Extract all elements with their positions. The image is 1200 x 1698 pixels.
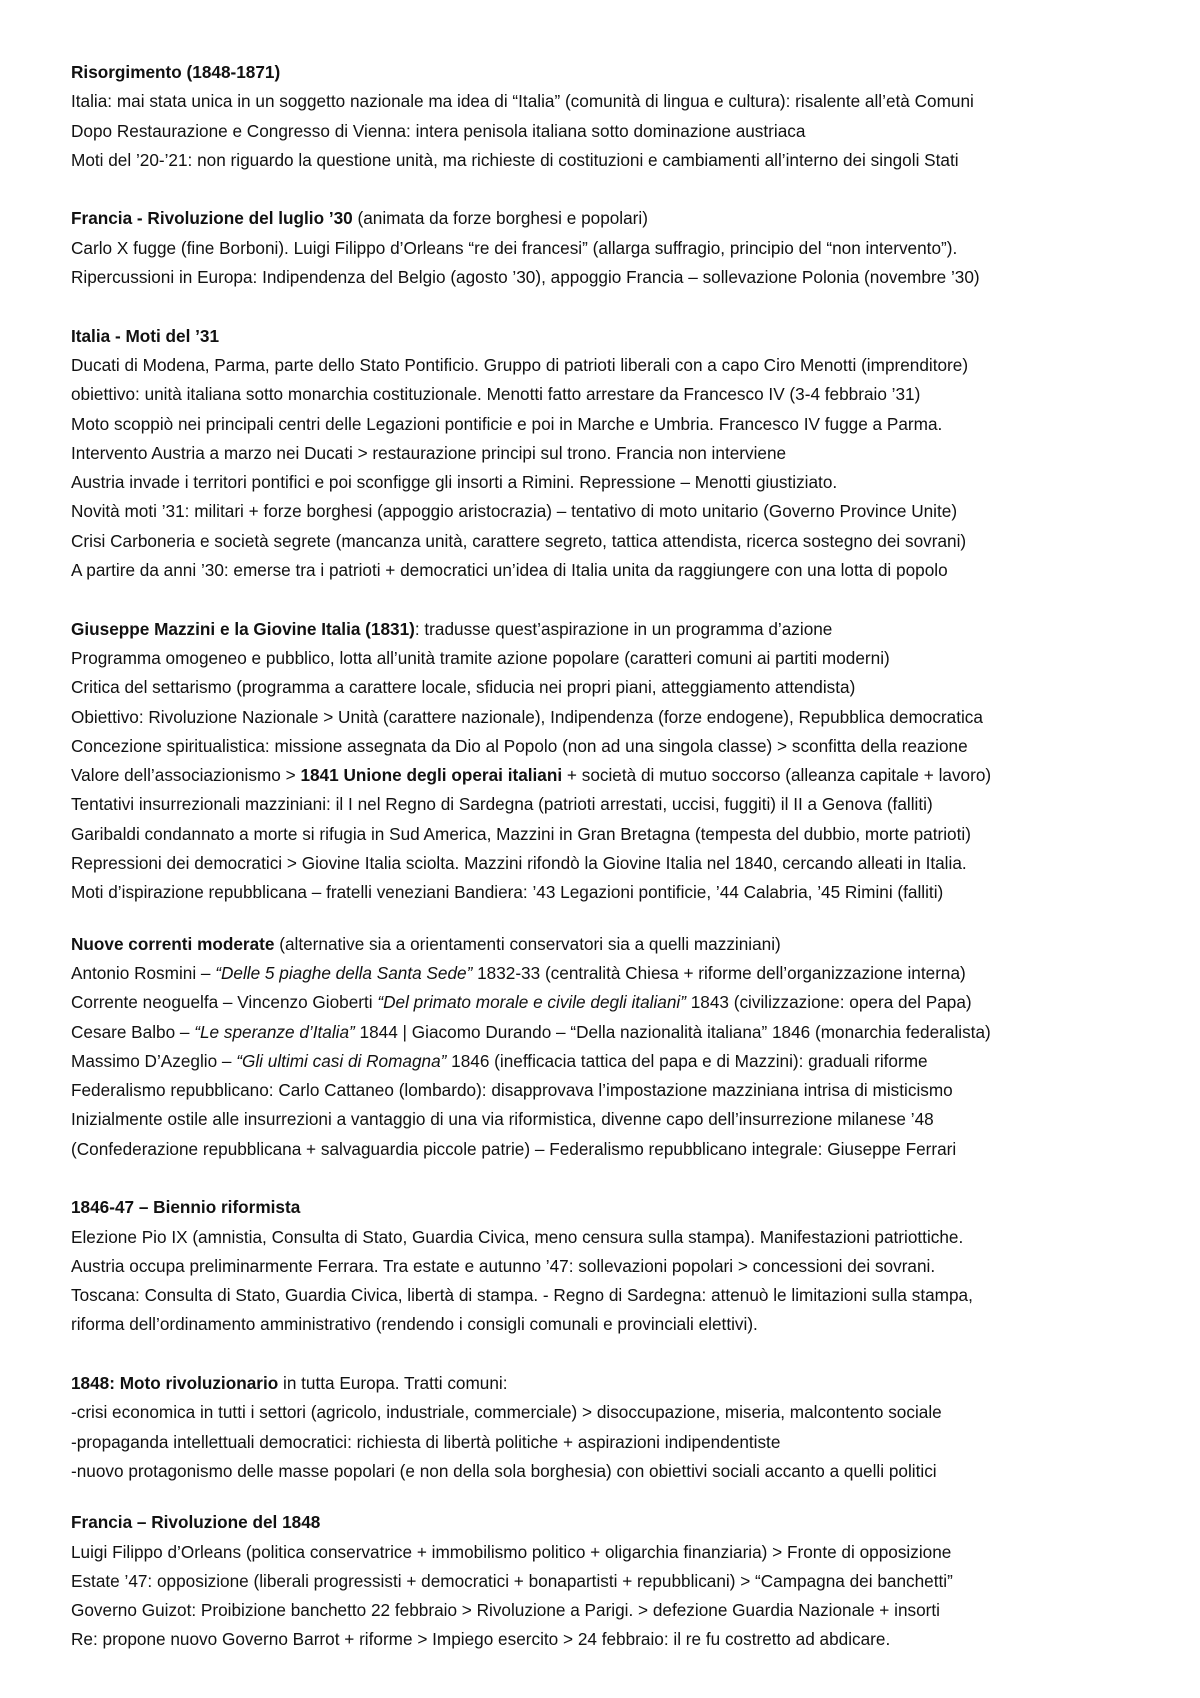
section-correnti-moderate-title: Nuove correnti moderate (alternative sia a orientamenti conservatori sia a quelli mazziniani) [71, 933, 781, 954]
document-page [71, 58, 1181, 1655]
paragraph-line: riforma dell’ordinamento amministrativo (rendendo i consigli comunali e provinciali elettivi). [71, 1314, 758, 1335]
spacer [71, 1340, 1181, 1369]
paragraph-line: Carlo X fugge (fine Borboni). Luigi Filippo d’Orleans “re dei francesi” (allarga suffragio, principio del “non intervento”). [71, 237, 958, 258]
spacer [71, 292, 1181, 321]
spacer [71, 1486, 1181, 1508]
spacer [71, 1164, 1181, 1193]
paragraph-line: Garibaldi condannato a morte si rifugia in Sud America, Mazzini in Gran Bretagna (tempesta del dubbio, morte patrioti) [71, 823, 971, 844]
paragraph-line: Antonio Rosmini – “Delle 5 piaghe della Santa Sede” 1832-33 (centralità Chiesa + riforme dell’organizzazione interna) [71, 962, 966, 983]
paragraph-line: Critica del settarismo (programma a carattere locale, sfiducia nei propri piani, atteggiamento attendista) [71, 677, 856, 698]
paragraph-line: Obiettivo: Rivoluzione Nazionale > Unità (carattere nazionale), Indipendenza (forze endogene), Repubblica democratica [71, 706, 983, 727]
paragraph-line: (Confederazione repubblicana + salvaguardia piccole patrie) – Federalismo repubblicano integrale: Giuseppe Ferrari [71, 1138, 957, 1159]
spacer [71, 585, 1181, 614]
paragraph-line: Ripercussioni in Europa: Indipendenza del Belgio (agosto ’30), appoggio Francia – sollevazione Polonia (novembre ’30) [71, 267, 980, 288]
paragraph-line: Tentativi insurrezionali mazziniani: il I nel Regno di Sardegna (patrioti arrestati, uccisi, fuggiti) il II a Genova (falliti) [71, 794, 933, 815]
paragraph-line: -nuovo protagonismo delle masse popolari (e non della sola borghesia) con obiettivi sociali accanto a quelli politici [71, 1460, 937, 1481]
paragraph-line: Repressioni dei democratici > Giovine Italia sciolta. Mazzini rifondò la Giovine Italia nel 1840, cercando alleati in Italia. [71, 853, 967, 874]
section-francia-1830-title: Francia - Rivoluzione del luglio ’30 (animata da forze borghesi e popolari) [71, 208, 648, 229]
paragraph-line: Austria occupa preliminarmente Ferrara. Tra estate e autunno ’47: sollevazioni popolari > concessioni dei sovrani. [71, 1255, 936, 1276]
paragraph-line: Estate ’47: opposizione (liberali progressisti + democratici + bonapartisti + repubblicani) > “Campagna dei banchetti” [71, 1570, 953, 1591]
paragraph-line: A partire da anni ’30: emerse tra i patrioti + democratici un’idea di Italia unita da raggiungere con una lotta di popolo [71, 560, 948, 581]
paragraph-line: Concezione spiritualistica: missione assegnata da Dio al Popolo (non ad una singola classe) > sconfitta della reazione [71, 735, 968, 756]
paragraph-line: Programma omogeneo e pubblico, lotta all’unità tramite azione popolare (caratteri comuni ai partiti moderni) [71, 647, 890, 668]
section-mazzini-title: Giuseppe Mazzini e la Giovine Italia (1831): tradusse quest’aspirazione in un programma d’azione [71, 618, 833, 639]
paragraph-line: -propaganda intellettuali democratici: richiesta di libertà politiche + aspirazioni indipendentiste [71, 1431, 781, 1452]
paragraph-line: Federalismo repubblicano: Carlo Cattaneo (lombardo): disapprovava l’impostazione mazziniana intrisa di misticismo [71, 1080, 953, 1101]
paragraph-line: Valore dell’associazionismo > 1841 Unione degli operai italiani + società di mutuo soccorso (alleanza capitale + lavoro) [71, 765, 992, 786]
paragraph-line: Austria invade i territori pontifici e poi sconfigge gli insorti a Rimini. Repressione – Menotti giustiziato. [71, 472, 838, 493]
paragraph-line: Cesare Balbo – “Le speranze d’Italia” 1844 | Giacomo Durando – “Della nazionalità italiana” 1846 (monarchia federalista) [71, 1021, 991, 1042]
section-moto-1848-title: 1848: Moto rivoluzionario in tutta Europa. Tratti comuni: [71, 1373, 508, 1394]
paragraph-line: obiettivo: unità italiana sotto monarchia costituzionale. Menotti fatto arrestare da Francesco IV (3-4 febbraio ’31) [71, 384, 921, 405]
spacer [71, 175, 1181, 204]
paragraph-line: Intervento Austria a marzo nei Ducati > restaurazione principi sul trono. Francia non interviene [71, 442, 787, 463]
section-francia-1848-title: Francia – Rivoluzione del 1848 [71, 1512, 321, 1533]
paragraph-line: Luigi Filippo d’Orleans (politica conservatrice + immobilismo politico + oligarchia finanziaria) > Fronte di opposizione [71, 1541, 952, 1562]
paragraph-line: Inizialmente ostile alle insurrezioni a vantaggio di una via riformistica, divenne capo dell’insurrezione milanese ’48 [71, 1109, 934, 1130]
paragraph-line: Moti del ’20-’21: non riguardo la questione unità, ma richieste di costituzioni e cambiamenti all’interno dei singoli Stati [71, 149, 959, 170]
paragraph-line: Novità moti ’31: militari + forze borghesi (appoggio aristocrazia) – tentativo di moto unitario (Governo Province Unite) [71, 501, 958, 522]
paragraph-line: Corrente neoguelfa – Vincenzo Gioberti “Del primato morale e civile degli italiani” 1843 (civilizzazione: opera del Papa) [71, 992, 972, 1013]
paragraph-line: Elezione Pio IX (amnistia, Consulta di Stato, Guardia Civica, meno censura sulla stampa). Manifestazioni patriottiche. [71, 1226, 964, 1247]
section-risorgimento-title: Risorgimento (1848-1871) [71, 62, 281, 82]
paragraph-line: Moti d’ispirazione repubblicana – fratelli veneziani Bandiera: ’43 Legazioni pontificie, ’44 Calabria, ’45 Rimini (falliti) [71, 882, 944, 903]
paragraph-line: Moto scoppiò nei principali centri delle Legazioni pontificie e poi in Marche e Umbria. Francesco IV fugge a Parma. [71, 413, 943, 434]
paragraph-line: Dopo Restaurazione e Congresso di Vienna: intera penisola italiana sotto dominazione austriaca [71, 120, 806, 141]
paragraph-line: Ducati di Modena, Parma, parte dello Stato Pontificio. Gruppo di patrioti liberali con a capo Ciro Menotti (imprenditore) [71, 354, 969, 375]
paragraph-line: Italia: mai stata unica in un soggetto nazionale ma idea di “Italia” (comunità di lingua e cultura): risalente all’età Comuni [71, 91, 974, 112]
paragraph-line: -crisi economica in tutti i settori (agricolo, industriale, commerciale) > disoccupazione, miseria, malcontento sociale [71, 1402, 942, 1423]
section-moti-31-title: Italia - Moti del ’31 [71, 325, 220, 346]
spacer [71, 908, 1181, 930]
paragraph-line: Crisi Carboneria e società segrete (mancanza unità, carattere segreto, tattica attendista, ricerca sostegno dei sovrani) [71, 530, 967, 551]
paragraph-line: Massimo D’Azeglio – “Gli ultimi casi di Romagna” 1846 (inefficacia tattica del papa e di Mazzini): graduali riforme [71, 1050, 928, 1071]
paragraph-line: Toscana: Consulta di Stato, Guardia Civica, libertà di stampa. - Regno di Sardegna: attenuò le limitazioni sulla stampa, [71, 1285, 973, 1306]
paragraph-line: Re: propone nuovo Governo Barrot + riforme > Impiego esercito > 24 febbraio: il re fu costretto ad abdicare. [71, 1629, 891, 1650]
paragraph-line: Governo Guizot: Proibizione banchetto 22 febbraio > Rivoluzione a Parigi. > defezione Guardia Nazionale + insorti [71, 1600, 940, 1621]
section-biennio-riformista-title: 1846-47 – Biennio riformista [71, 1197, 301, 1218]
